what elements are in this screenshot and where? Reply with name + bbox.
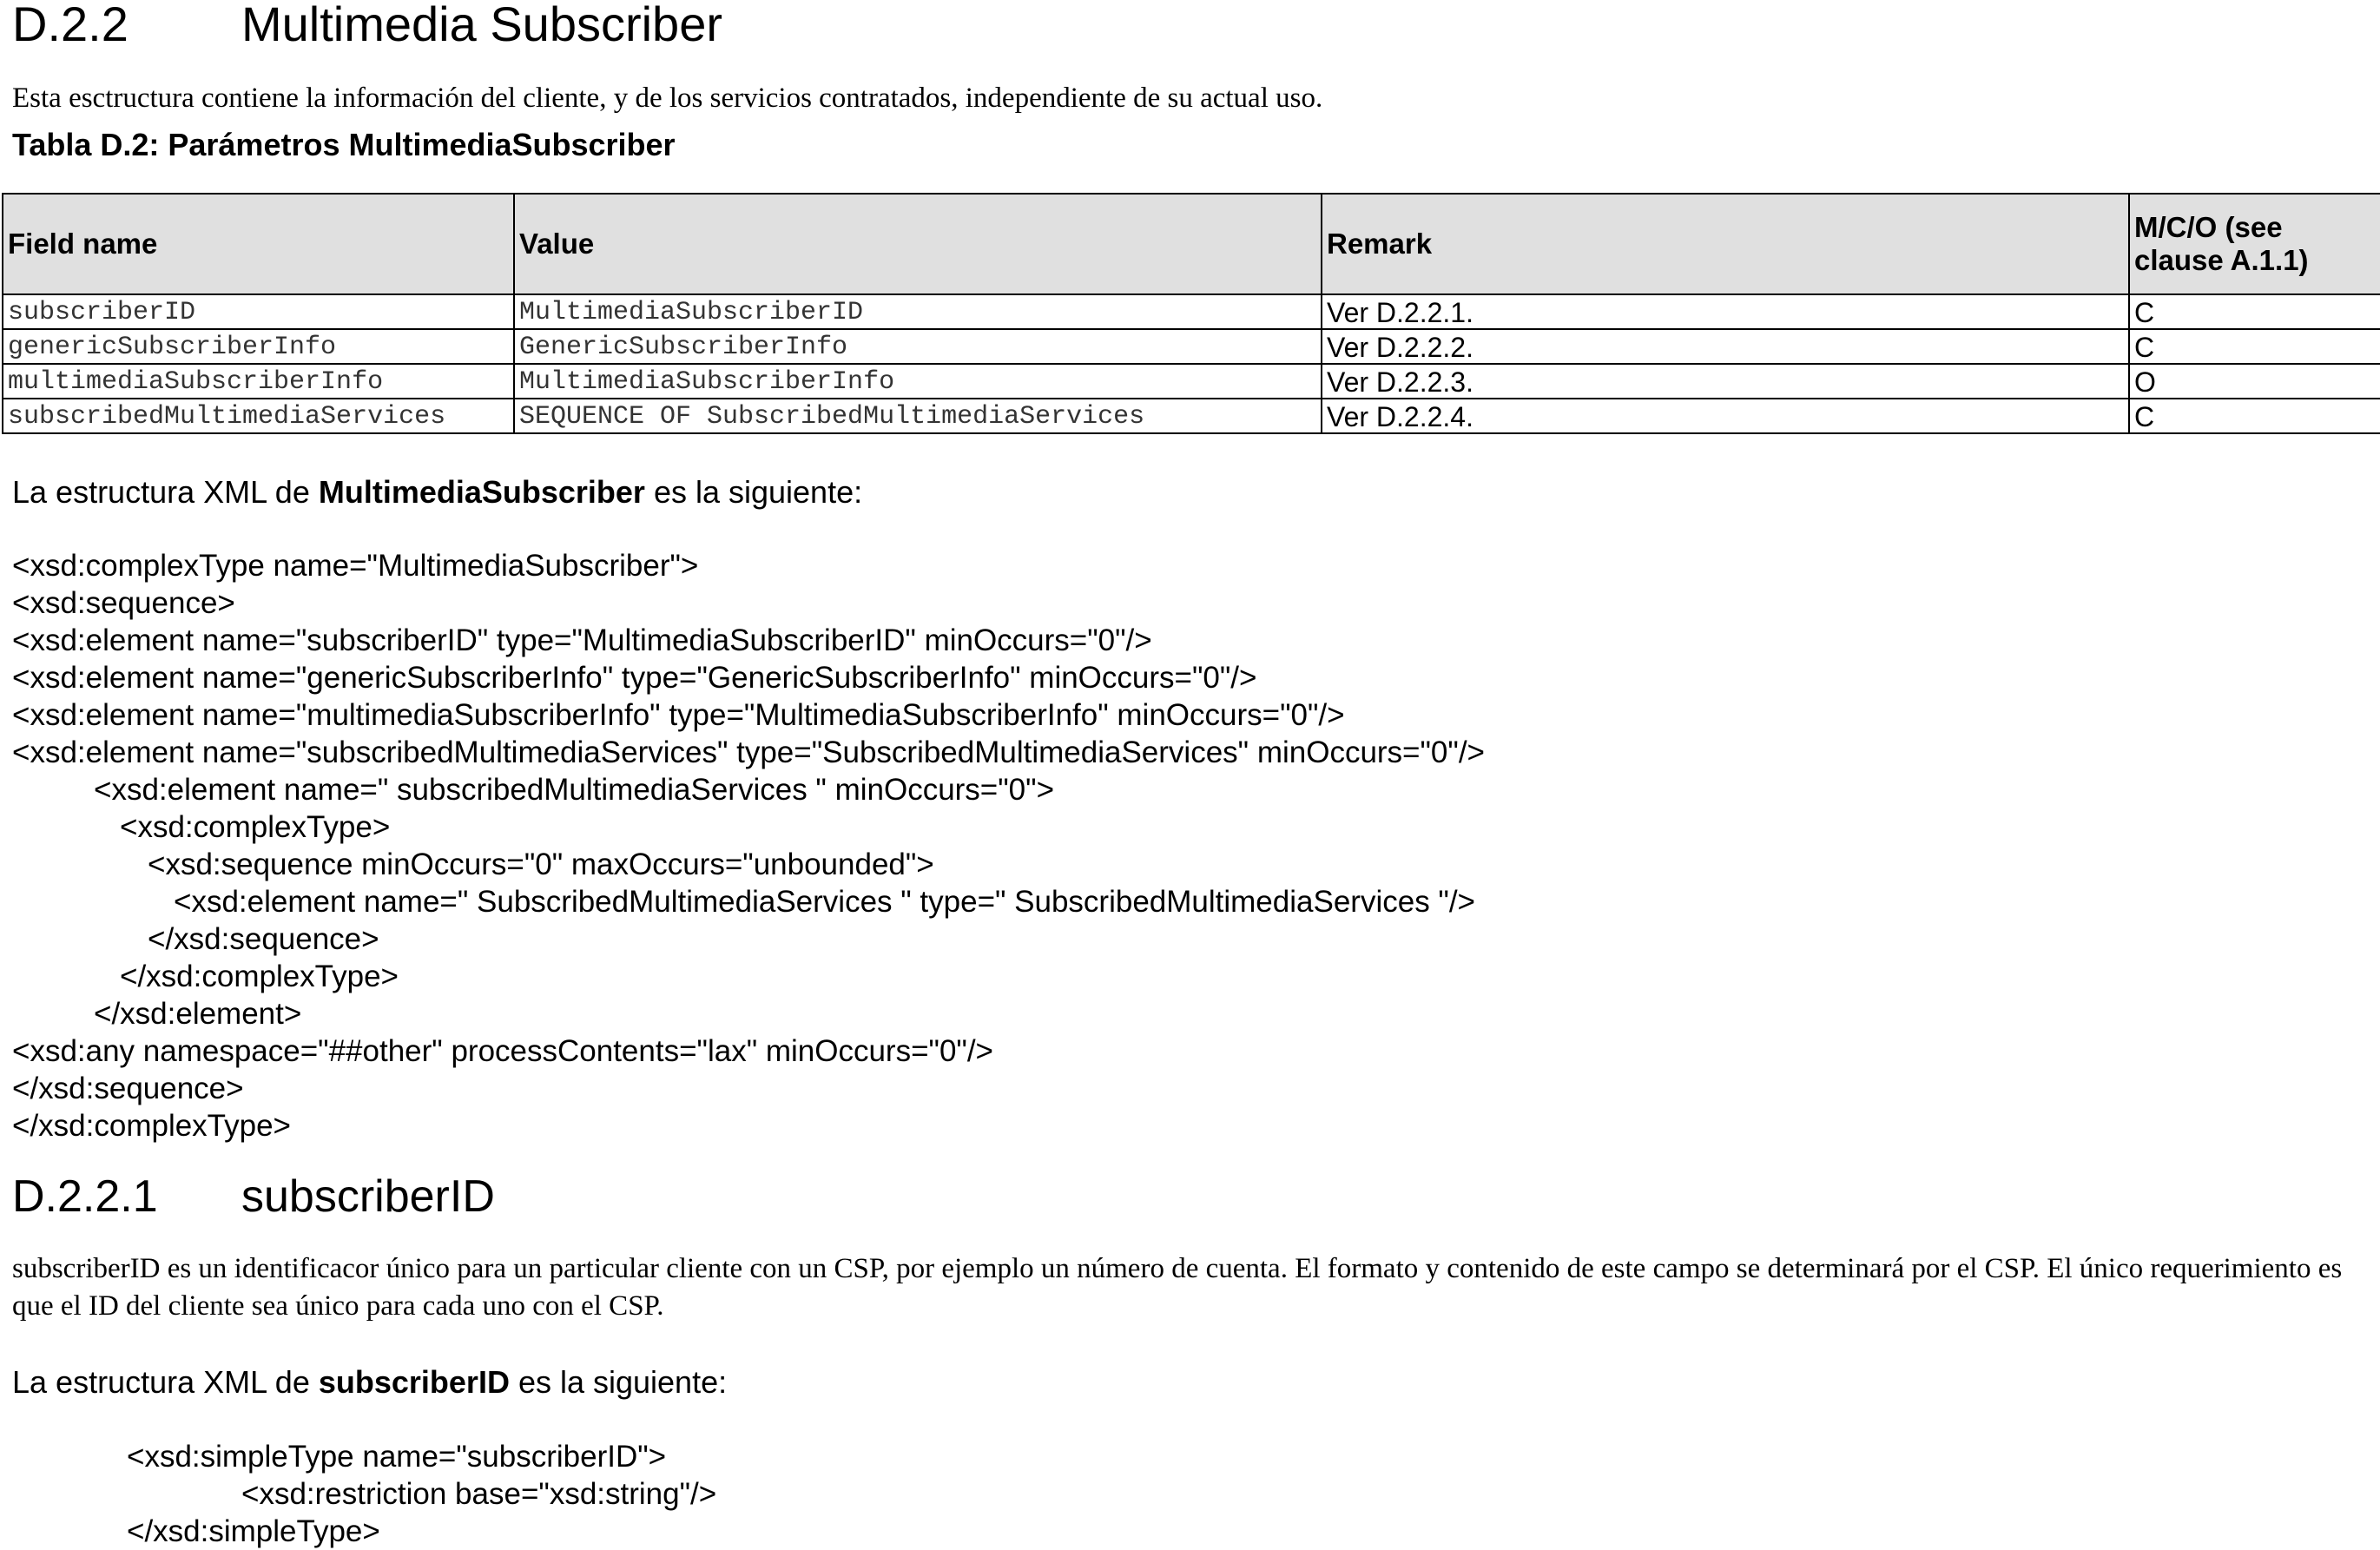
- cell-value: MultimediaSubscriberID: [514, 294, 1322, 329]
- code-line: <xsd:complexType>: [120, 810, 391, 844]
- code-line: <xsd:sequence>: [12, 586, 235, 620]
- code-line: </xsd:element>: [94, 997, 302, 1031]
- header-field-name: Field name: [3, 194, 514, 294]
- table-row: [3, 294, 2380, 329]
- cell-remark: Ver D.2.2.2.: [1322, 329, 2129, 364]
- table-caption: Tabla D.2: Parámetros MultimediaSubscriber: [12, 127, 676, 162]
- code-line: <xsd:element name="multimediaSubscriberInfo" type="MultimediaSubscriberInfo" minOccurs="0"/>: [12, 698, 1345, 732]
- cell-remark: Ver D.2.2.4.: [1322, 399, 2129, 433]
- sub-lead-text: [12, 1363, 727, 1401]
- code-line: <xsd:sequence minOccurs="0" maxOccurs="unbounded">: [148, 848, 934, 881]
- table-row: [3, 329, 2380, 364]
- cell-mco: C: [2129, 329, 2380, 364]
- section-heading: [12, 0, 722, 49]
- code-line: <xsd:element name="subscriberID" type="MultimediaSubscriberID" minOccurs="0"/>: [12, 623, 1152, 657]
- lead-before: La estructura XML de: [12, 1364, 319, 1400]
- cell-value: MultimediaSubscriberInfo: [514, 364, 1322, 399]
- xml-lead-text: [12, 473, 862, 511]
- subsection-paragraph: subscriberID es un identificacor único para un particular cliente con un CSP, por ejemplo un número de cuenta. El formato y contenido de este campo se determinará por el CSP. El único requerimiento es que el ID del cliente sea único para cada uno con el CSP.: [12, 1253, 2343, 1322]
- cell-mco: C: [2129, 294, 2380, 329]
- intro-paragraph: Esta esctructura contiene la información del cliente, y de los servicios contratados, independiente de su actual uso.: [12, 82, 1323, 114]
- lead-bold-term: MultimediaSubscriber: [318, 474, 645, 510]
- code-line: <xsd:element name=" subscribedMultimediaServices " minOccurs="0">: [94, 773, 1055, 807]
- section-number: D.2.2: [12, 0, 129, 51]
- code-line: <xsd:element name=" SubscribedMultimediaServices " type=" SubscribedMultimediaServices "/>: [174, 885, 1476, 919]
- subsection-number: D.2.2.1: [12, 1171, 158, 1222]
- code-line: <xsd:element name="genericSubscriberInfo" type="GenericSubscriberInfo" minOccurs="0"/>: [12, 661, 1257, 695]
- code-line: </xsd:complexType>: [120, 960, 399, 993]
- code-line: <xsd:complexType name="MultimediaSubscriber">: [12, 549, 699, 583]
- cell-remark: Ver D.2.2.1.: [1322, 294, 2129, 329]
- lead-bold-term: subscriberID: [318, 1364, 510, 1400]
- code-line: </xsd:simpleType>: [127, 1514, 380, 1548]
- code-line: </xsd:complexType>: [12, 1109, 291, 1143]
- table-row: [3, 399, 2380, 433]
- code-line: <xsd:element name="subscribedMultimediaServices" type="SubscribedMultimediaServices" minOccurs="0"/>: [12, 735, 1485, 769]
- table-header-row: [3, 194, 2380, 294]
- cell-mco: O: [2129, 364, 2380, 399]
- section-title: Multimedia Subscriber: [241, 0, 722, 51]
- cell-field-name: subscribedMultimediaServices: [3, 399, 514, 433]
- cell-mco: C: [2129, 399, 2380, 433]
- cell-value: SEQUENCE OF SubscribedMultimediaServices: [514, 399, 1322, 433]
- header-value: Value: [514, 194, 1322, 294]
- code-line: </xsd:sequence>: [148, 922, 379, 956]
- subsection-heading: [12, 1171, 495, 1222]
- subsection-title: subscriberID: [241, 1171, 495, 1222]
- code-line: <xsd:simpleType name="subscriberID">: [127, 1440, 667, 1474]
- header-mco: M/C/O (see clause A.1.1): [2129, 194, 2380, 294]
- table-row: [3, 364, 2380, 399]
- parameters-table: [2, 193, 2380, 434]
- lead-after: es la siguiente:: [509, 1364, 728, 1400]
- lead-after: es la siguiente:: [644, 474, 863, 510]
- code-line: <xsd:restriction base="xsd:string"/>: [241, 1477, 717, 1511]
- cell-field-name: multimediaSubscriberInfo: [3, 364, 514, 399]
- code-line: </xsd:sequence>: [12, 1072, 244, 1105]
- header-remark: Remark: [1322, 194, 2129, 294]
- cell-value: GenericSubscriberInfo: [514, 329, 1322, 364]
- cell-remark: Ver D.2.2.3.: [1322, 364, 2129, 399]
- cell-field-name: genericSubscriberInfo: [3, 329, 514, 364]
- code-line: <xsd:any namespace="##other" processContents="lax" minOccurs="0"/>: [12, 1034, 993, 1068]
- lead-before: La estructura XML de: [12, 474, 319, 510]
- cell-field-name: subscriberID: [3, 294, 514, 329]
